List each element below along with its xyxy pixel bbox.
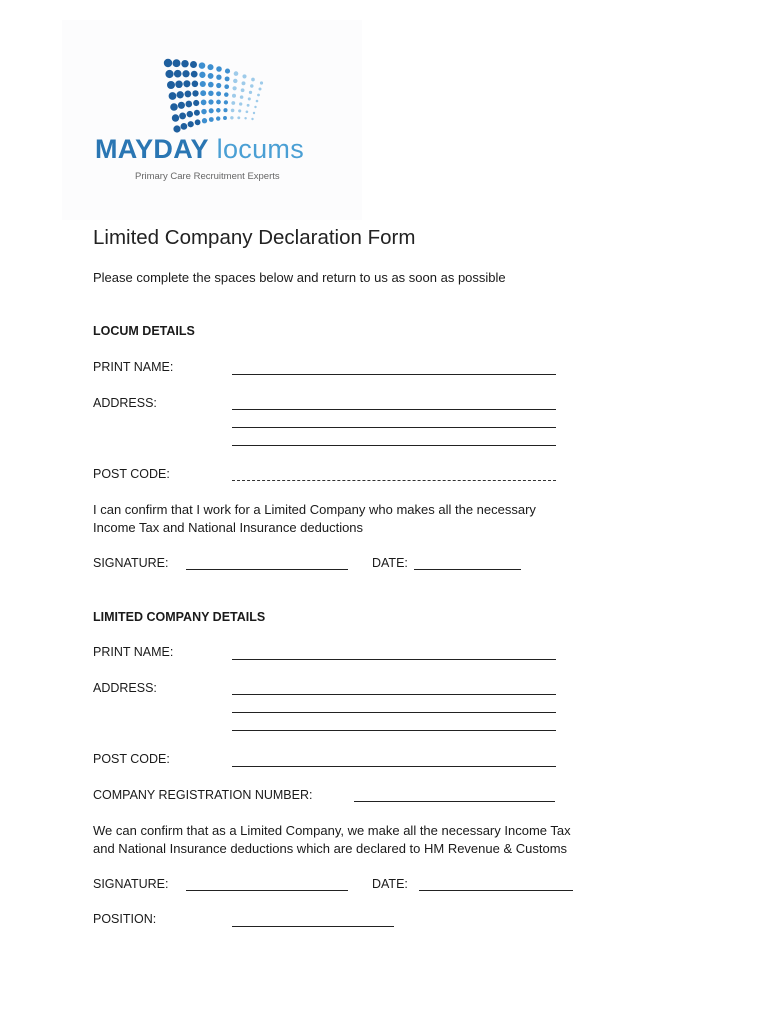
logo-dot: [170, 103, 178, 111]
locum-signature-label: SIGNATURE:: [93, 556, 169, 570]
logo-dot: [173, 59, 181, 67]
company-details-heading: LIMITED COMPANY DETAILS: [93, 610, 266, 624]
logo-dot: [185, 101, 192, 108]
logo-dot: [195, 119, 201, 125]
logo-dot: [190, 61, 197, 68]
logo-dot: [251, 118, 253, 120]
logo-dot: [224, 84, 229, 89]
logo-dot: [209, 117, 214, 122]
company-signature-field[interactable]: [186, 890, 348, 891]
company-address-field-3[interactable]: [232, 730, 556, 731]
logo-dot: [257, 94, 260, 97]
logo-dot: [225, 69, 230, 74]
logo-dot: [164, 59, 172, 67]
logo-dot: [241, 88, 245, 92]
logo-dot: [234, 71, 239, 76]
company-address-field-1[interactable]: [232, 694, 556, 695]
logo-dot: [181, 60, 188, 67]
company-confirm-line-2: and National Insurance deductions which are declared to HM Revenue & Customs: [93, 841, 568, 856]
logo-dot: [175, 81, 183, 89]
brand-name-light: locums: [216, 134, 304, 164]
logo-dot: [199, 72, 205, 78]
logo-dot: [193, 100, 199, 106]
logo-dot: [260, 81, 263, 84]
logo-dot: [248, 97, 251, 100]
brand-name-bold: MAYDAY: [95, 134, 209, 164]
logo-dot: [230, 116, 233, 119]
logo-dot: [225, 76, 230, 81]
logo-dot: [192, 81, 199, 88]
logo-dot: [183, 80, 190, 87]
form-intro: Please complete the spaces below and return to us as soon as possible: [93, 270, 506, 285]
logo-dot: [167, 81, 175, 89]
logo-dot: [200, 81, 206, 87]
locum-date-label: DATE:: [372, 556, 408, 570]
company-post-code-field[interactable]: [232, 766, 556, 767]
logo-dot: [242, 81, 246, 85]
logo-dot: [208, 91, 213, 96]
logo-dot: [172, 114, 179, 121]
logo-dot: [208, 99, 213, 104]
logo-dot: [181, 123, 188, 130]
brand-tagline: Primary Care Recruitment Experts: [135, 171, 280, 182]
company-position-field[interactable]: [232, 926, 394, 927]
logo-dots-icon: [150, 55, 290, 140]
company-position-label: POSITION:: [93, 912, 157, 926]
logo-dot: [202, 118, 207, 123]
company-address-field-2[interactable]: [232, 712, 556, 713]
logo-dot: [223, 108, 227, 112]
logo-dot: [208, 73, 214, 79]
logo-dot: [179, 112, 186, 119]
logo-dot: [177, 91, 184, 98]
locum-print-name-label: PRINT NAME:: [93, 360, 174, 374]
logo-dot: [169, 92, 177, 100]
logo-dot: [251, 78, 255, 82]
logo-dot: [231, 109, 235, 113]
logo-dot: [256, 100, 259, 103]
logo-dot: [182, 70, 189, 77]
logo-dot: [184, 90, 191, 97]
logo-dot: [250, 84, 253, 87]
company-address-label: ADDRESS:: [93, 681, 157, 695]
logo-dot: [192, 90, 198, 96]
company-confirmation-text: [93, 822, 571, 858]
logo-dot: [216, 66, 222, 72]
logo-dot: [209, 108, 214, 113]
company-reg-number-field[interactable]: [354, 801, 555, 802]
logo-dot: [191, 71, 198, 78]
locum-signature-field[interactable]: [186, 569, 348, 570]
logo-dot: [207, 64, 213, 70]
locum-address-field-1[interactable]: [232, 409, 556, 410]
company-post-code-label: POST CODE:: [93, 752, 170, 766]
locum-post-code-field[interactable]: [232, 480, 556, 481]
company-reg-number-label: COMPANY REGISTRATION NUMBER:: [93, 788, 313, 802]
locum-address-field-3[interactable]: [232, 445, 556, 446]
logo-dot: [165, 70, 173, 78]
logo-dot: [238, 109, 241, 112]
logo-dot: [216, 91, 221, 96]
locum-date-field[interactable]: [414, 569, 521, 570]
logo-dot: [178, 102, 185, 109]
logo-dot: [201, 100, 207, 106]
logo-dot: [233, 79, 237, 83]
logo-dot: [232, 94, 236, 98]
company-date-field[interactable]: [419, 890, 573, 891]
logo-dot: [254, 106, 256, 108]
company-signature-label: SIGNATURE:: [93, 877, 169, 891]
locum-print-name-field[interactable]: [232, 374, 556, 375]
logo-dot: [237, 116, 240, 119]
logo-dot: [253, 112, 255, 114]
logo-dot: [187, 111, 193, 117]
locum-confirm-line-2: Income Tax and National Insurance deductions: [93, 520, 364, 535]
logo-dot: [216, 83, 221, 88]
logo-dot: [224, 92, 229, 97]
locum-address-label: ADDRESS:: [93, 396, 157, 410]
logo-dot: [188, 121, 194, 127]
logo-dot: [240, 95, 244, 99]
logo-dot: [239, 102, 242, 105]
logo-dot: [173, 125, 180, 132]
brand-name: [95, 134, 304, 165]
logo-dot: [242, 74, 246, 78]
logo-dot: [223, 116, 227, 120]
logo-dot: [259, 88, 262, 91]
company-confirm-line-1: We can confirm that as a Limited Company, we make all the necessary Income Tax: [93, 823, 571, 838]
logo-dot: [249, 91, 252, 94]
locum-details-heading: LOCUM DETAILS: [93, 324, 195, 338]
form-title: Limited Company Declaration Form: [93, 226, 416, 249]
logo-dot: [216, 116, 220, 120]
logo-dot: [200, 90, 206, 96]
logo-dot: [216, 108, 221, 113]
locum-post-code-label: POST CODE:: [93, 467, 170, 481]
logo-dot: [199, 62, 206, 69]
company-date-label: DATE:: [372, 877, 408, 891]
logo-dot: [201, 109, 207, 115]
logo-dot: [246, 110, 249, 113]
locum-confirm-line-1: I can confirm that I work for a Limited Company who makes all the necessary: [93, 502, 536, 517]
logo-dot: [232, 86, 236, 90]
logo-dot: [174, 70, 182, 78]
company-print-name-label: PRINT NAME:: [93, 645, 174, 659]
logo-dot: [216, 75, 221, 80]
company-print-name-field[interactable]: [232, 659, 556, 660]
logo-dot: [216, 100, 221, 105]
logo-dot: [231, 101, 235, 105]
logo-dot: [194, 110, 200, 116]
logo-dot: [247, 104, 250, 107]
logo-dot: [244, 117, 246, 119]
logo-dot: [208, 82, 214, 88]
locum-address-field-2[interactable]: [232, 427, 556, 428]
locum-confirmation-text: [93, 501, 536, 537]
logo-dot: [224, 100, 228, 104]
